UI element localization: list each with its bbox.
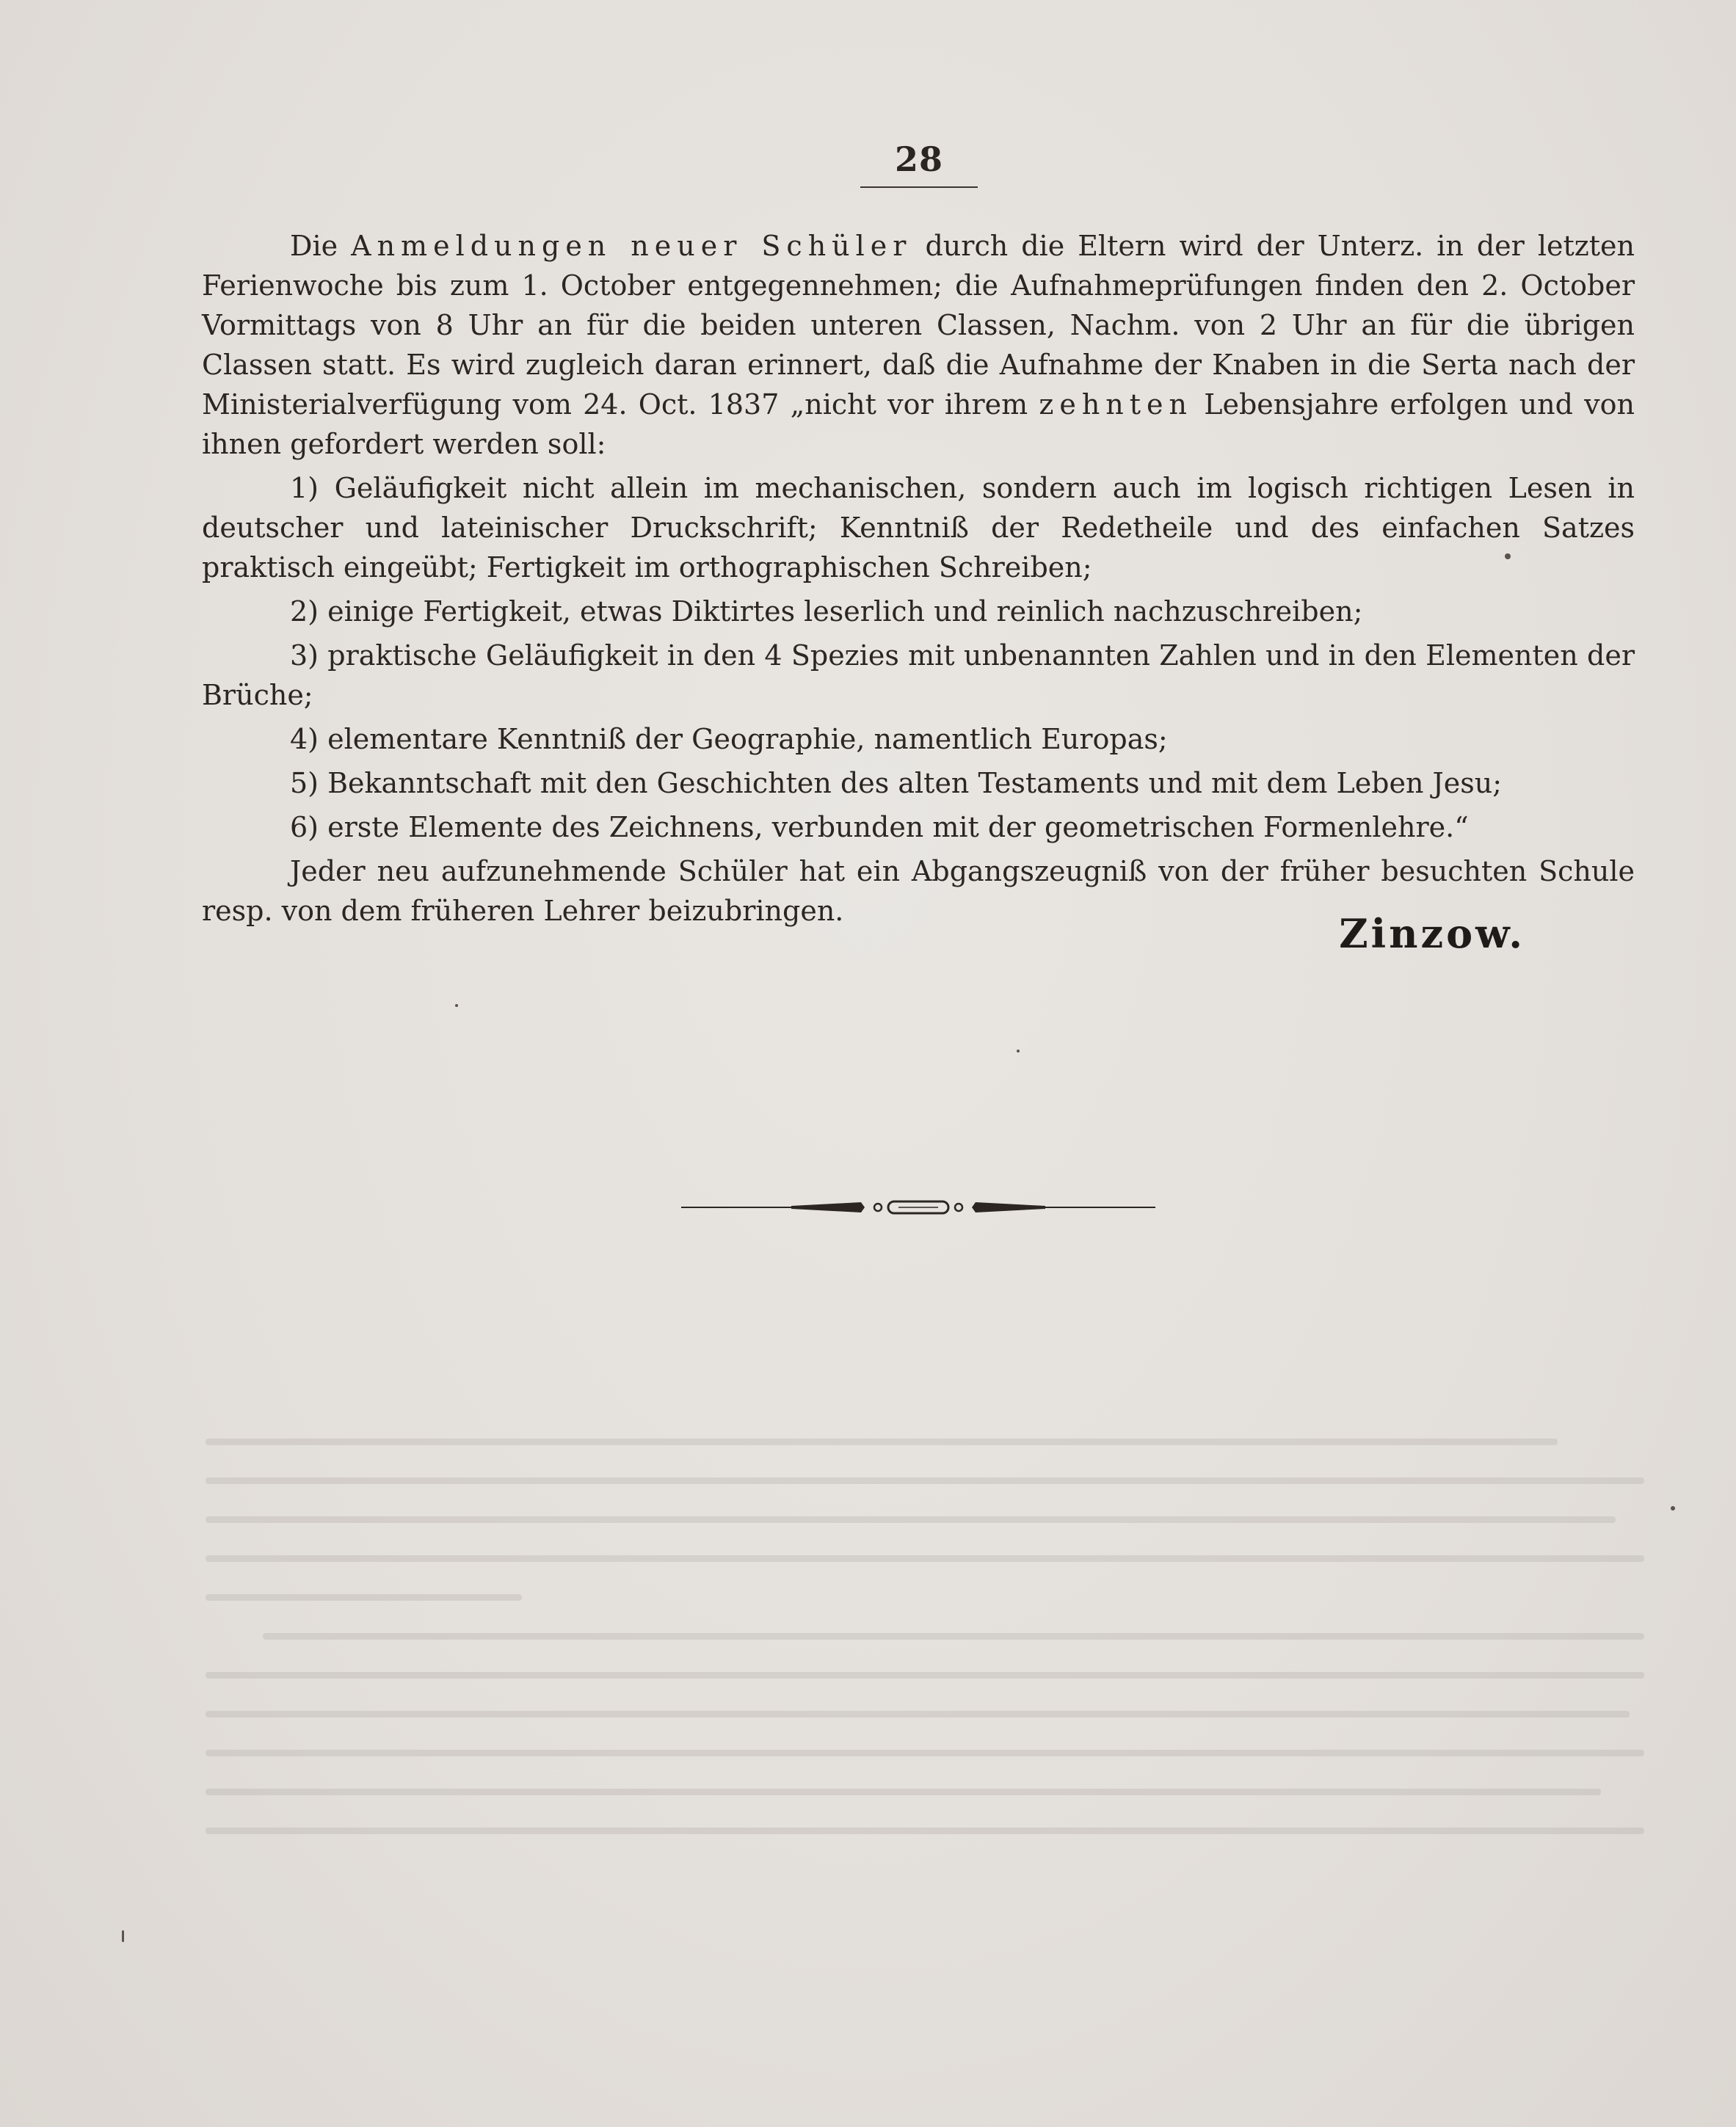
closing-paragraph: Jeder neu aufzunehmende Schüler hat ein Abgangszeugniß von der früher besuchten Schule resp. von dem früheren Lehrer beizubringen. xyxy=(202,855,1635,927)
page-number-rule xyxy=(860,186,978,188)
paper-speck xyxy=(455,1004,458,1007)
requirement-text: Geläufigkeit nicht allein im mechanischen, sondern auch im logisch richtigen Lesen in deutscher und lateinischer Druckschrift; Kenntniß der Redetheile und des einfachen Satzes praktisch eingeübt; Fertigkeit im orthographischen Schreiben; xyxy=(202,472,1635,583)
paper-speck xyxy=(122,1930,124,1942)
intro-part-3: Lebensjahre erfolgen und von ihnen gefordert werden soll: xyxy=(202,388,1635,460)
decorative-divider xyxy=(681,1196,1155,1218)
requirement-item xyxy=(202,719,1635,759)
requirement-number: 1) xyxy=(290,472,319,504)
requirement-number: 6) xyxy=(290,811,319,843)
requirement-number: 5) xyxy=(290,767,319,799)
requirement-item xyxy=(202,592,1635,631)
signature: Zinzow. xyxy=(1339,910,1525,957)
paper-speck xyxy=(1671,1506,1675,1510)
intro-spaced-1: Anmeldungen neuer Schüler xyxy=(351,230,912,262)
requirement-item xyxy=(202,468,1635,587)
requirement-item xyxy=(202,636,1635,715)
requirement-text: Bekanntschaft mit den Geschichten des alten Testaments und mit dem Leben Jesu; xyxy=(327,767,1503,799)
intro-part-2: durch die Eltern wird der Unterz. in der letzten Ferienwoche bis zum 1. October entgegennehmen; die Aufnahmeprüfungen finden den 2. October Vormittags von 8 Uhr an für die beiden unteren Classen, Nachm. von 2 Uhr an für die übrigen Classen statt. Es wird zugleich daran erinnert, daß die Aufnahme der Knaben in die Serta nach der Ministerialverfügung vom 24. Oct. 1837 „nicht vor ihrem xyxy=(202,230,1635,421)
intro-spaced-2: zehnten xyxy=(1039,388,1194,421)
requirement-text: elementare Kenntniß der Geographie, namentlich Europas; xyxy=(327,723,1168,755)
requirement-text: praktische Geläufigkeit in den 4 Spezies mit unbenannten Zahlen und in den Elementen der Brüche; xyxy=(202,639,1635,711)
paper-speck xyxy=(1505,553,1511,559)
main-text xyxy=(202,226,1635,931)
requirement-number: 3) xyxy=(290,639,319,672)
requirement-number: 2) xyxy=(290,595,319,628)
requirement-text: erste Elemente des Zeichnens, verbunden mit der geometrischen Formenlehre.“ xyxy=(327,811,1469,843)
intro-part-1: Die xyxy=(290,230,352,262)
intro-paragraph xyxy=(202,226,1635,464)
requirement-number: 4) xyxy=(290,723,319,755)
bleed-through-shadow xyxy=(206,1439,1644,1894)
requirements-list xyxy=(202,468,1635,847)
requirement-text: einige Fertigkeit, etwas Diktirtes leserlich und reinlich nachzuschreiben; xyxy=(327,595,1363,628)
requirement-item xyxy=(202,763,1635,803)
requirement-item xyxy=(202,807,1635,847)
paper-speck xyxy=(1017,1050,1020,1052)
page-number: 28 xyxy=(894,139,943,179)
